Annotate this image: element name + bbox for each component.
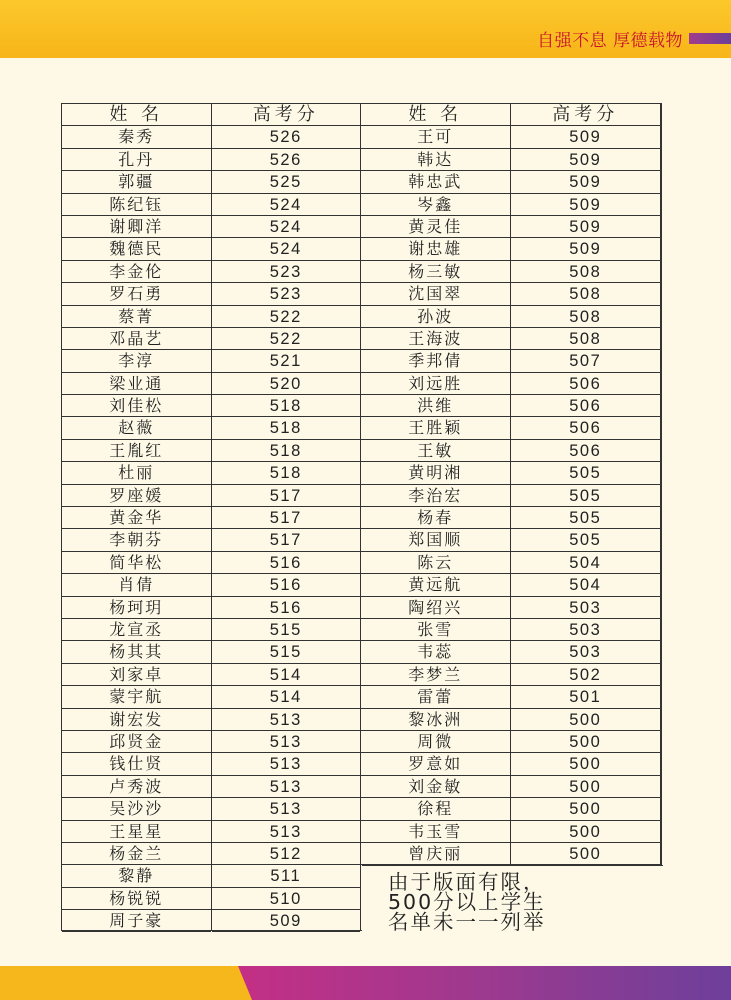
- name-cell: 简华松: [62, 552, 211, 574]
- cells-container: [511, 126, 661, 865]
- school-motto: 自强不息 厚德载物: [537, 31, 683, 51]
- column-name-right: [361, 104, 511, 930]
- score-cell: 513: [212, 798, 361, 820]
- score-cell: 523: [212, 261, 361, 283]
- score-cell: 515: [212, 641, 361, 663]
- name-cell: 蔡菁: [62, 306, 211, 328]
- score-cell: 514: [212, 686, 361, 708]
- name-cell: 李朝芬: [62, 529, 211, 551]
- score-cell: 524: [212, 216, 361, 238]
- score-cell: 522: [212, 306, 361, 328]
- name-cell: 吴沙沙: [62, 798, 211, 820]
- bottom-banner-accent: [238, 966, 731, 1000]
- name-cell: 韦蕊: [361, 641, 510, 663]
- note-line: 由于版面有限，: [388, 870, 546, 894]
- name-cell: 蒙宇航: [62, 686, 211, 708]
- score-cell: 524: [212, 238, 361, 260]
- score-cell: 516: [212, 574, 361, 596]
- score-cell: 524: [212, 194, 361, 216]
- score-cell: 509: [511, 149, 661, 171]
- name-cell: 杨其其: [62, 641, 211, 663]
- name-cell: 李梦兰: [361, 664, 510, 686]
- score-cell: 508: [511, 283, 661, 305]
- score-cell: 525: [212, 171, 361, 193]
- name-cell: 黄明湘: [361, 462, 510, 484]
- name-cell: 龙宣丞: [62, 619, 211, 641]
- name-cell: 黄远航: [361, 574, 510, 596]
- column-header: 高考分: [511, 104, 661, 126]
- score-cell: 509: [212, 910, 361, 932]
- score-cell: 500: [511, 821, 661, 843]
- column-header: 高考分: [212, 104, 361, 126]
- name-cell: 谢宏发: [62, 709, 211, 731]
- note-line: 名单未一一列举: [388, 910, 546, 934]
- cells-container: [62, 126, 211, 932]
- name-cell: 季邦倩: [361, 350, 510, 372]
- name-cell: 沈国翠: [361, 283, 510, 305]
- name-cell: 王星星: [62, 821, 211, 843]
- name-cell: 陈云: [361, 552, 510, 574]
- score-cell: 517: [212, 507, 361, 529]
- name-cell: 肖倩: [62, 574, 211, 596]
- name-cell: 陶绍兴: [361, 597, 510, 619]
- name-cell: 雷蕾: [361, 686, 510, 708]
- name-cell: 李治宏: [361, 485, 510, 507]
- omission-note: [362, 865, 663, 932]
- score-cell: 513: [212, 821, 361, 843]
- column-name-left: [62, 104, 212, 930]
- name-cell: 魏德民: [62, 238, 211, 260]
- score-cell: 509: [511, 216, 661, 238]
- score-cell: 521: [212, 350, 361, 372]
- name-cell: 邱贤金: [62, 731, 211, 753]
- score-cell: 509: [511, 194, 661, 216]
- name-cell: 罗意如: [361, 753, 510, 775]
- score-cell: 517: [212, 529, 361, 551]
- score-cell: 503: [511, 641, 661, 663]
- score-cell: 510: [212, 888, 361, 910]
- score-cell: 513: [212, 731, 361, 753]
- score-cell: 504: [511, 552, 661, 574]
- name-cell: 周微: [361, 731, 510, 753]
- score-cell: 506: [511, 373, 661, 395]
- name-cell: 郭疆: [62, 171, 211, 193]
- score-cell: 516: [212, 597, 361, 619]
- score-cell: 503: [511, 619, 661, 641]
- score-cell: 508: [511, 261, 661, 283]
- score-cell: 506: [511, 395, 661, 417]
- score-cell: 512: [212, 843, 361, 865]
- name-cell: 卢秀波: [62, 776, 211, 798]
- score-cell: 506: [511, 440, 661, 462]
- column-score-left: [212, 104, 362, 930]
- score-cell: 509: [511, 238, 661, 260]
- name-cell: 黄金华: [62, 507, 211, 529]
- name-cell: 李金伦: [62, 261, 211, 283]
- score-cell: 526: [212, 149, 361, 171]
- name-cell: 杜丽: [62, 462, 211, 484]
- name-cell: 刘佳松: [62, 395, 211, 417]
- note-line: 500分以上学生: [388, 890, 546, 914]
- name-cell: 罗座媛: [62, 485, 211, 507]
- score-cell: 518: [212, 462, 361, 484]
- name-cell: 孔丹: [62, 149, 211, 171]
- name-cell: 赵薇: [62, 417, 211, 439]
- score-cell: 505: [511, 462, 661, 484]
- name-cell: 王可: [361, 126, 510, 148]
- name-cell: 王胜颖: [361, 417, 510, 439]
- score-cell: 504: [511, 574, 661, 596]
- name-cell: 杨三敏: [361, 261, 510, 283]
- name-cell: 岑鑫: [361, 194, 510, 216]
- column-score-right: [511, 104, 662, 930]
- name-cell: 王海波: [361, 328, 510, 350]
- name-cell: 韩达: [361, 149, 510, 171]
- score-cell: 513: [212, 776, 361, 798]
- name-cell: 黎静: [62, 865, 211, 887]
- name-cell: 刘金敏: [361, 776, 510, 798]
- column-header: 姓 名: [62, 104, 211, 126]
- name-cell: 周子豪: [62, 910, 211, 932]
- name-cell: 郑国顺: [361, 529, 510, 551]
- score-cell: 505: [511, 529, 661, 551]
- column-header: 姓 名: [361, 104, 510, 126]
- cells-container: [212, 126, 361, 932]
- score-cell: 506: [511, 417, 661, 439]
- name-cell: 谢忠雄: [361, 238, 510, 260]
- score-cell: 505: [511, 507, 661, 529]
- score-cell: 514: [212, 664, 361, 686]
- score-cell: 513: [212, 753, 361, 775]
- name-cell: 杨锐锐: [62, 888, 211, 910]
- name-cell: 孙波: [361, 306, 510, 328]
- score-cell: 520: [212, 373, 361, 395]
- score-cell: 518: [212, 417, 361, 439]
- name-cell: 钱仕贤: [62, 753, 211, 775]
- name-cell: 邓晶艺: [62, 328, 211, 350]
- name-cell: 韩忠武: [361, 171, 510, 193]
- score-cell: 505: [511, 485, 661, 507]
- score-cell: 515: [212, 619, 361, 641]
- name-cell: 刘家卓: [62, 664, 211, 686]
- name-cell: 秦秀: [62, 126, 211, 148]
- name-cell: 洪维: [361, 395, 510, 417]
- score-table: [61, 103, 662, 934]
- score-cell: 500: [511, 709, 661, 731]
- score-cell: 523: [212, 283, 361, 305]
- score-cell: 518: [212, 440, 361, 462]
- score-cell: 500: [511, 753, 661, 775]
- score-cell: 522: [212, 328, 361, 350]
- name-cell: 杨珂玥: [62, 597, 211, 619]
- name-cell: 黄灵佳: [361, 216, 510, 238]
- score-cell: 507: [511, 350, 661, 372]
- cells-container: [361, 126, 510, 865]
- score-cell: 511: [212, 865, 361, 887]
- name-cell: 王胤红: [62, 440, 211, 462]
- score-cell: 509: [511, 171, 661, 193]
- score-cell: 508: [511, 306, 661, 328]
- name-cell: 张雪: [361, 619, 510, 641]
- score-cell: 513: [212, 709, 361, 731]
- score-cell: 503: [511, 597, 661, 619]
- score-cell: 500: [511, 798, 661, 820]
- name-cell: 徐程: [361, 798, 510, 820]
- name-cell: 曾庆丽: [361, 843, 510, 865]
- score-cell: 526: [212, 126, 361, 148]
- name-cell: 杨春: [361, 507, 510, 529]
- name-cell: 梁业通: [62, 373, 211, 395]
- name-cell: 黎冰洲: [361, 709, 510, 731]
- score-cell: 509: [511, 126, 661, 148]
- name-cell: 罗石勇: [62, 283, 211, 305]
- name-cell: 王敏: [361, 440, 510, 462]
- score-cell: 500: [511, 776, 661, 798]
- score-cell: 516: [212, 552, 361, 574]
- name-cell: 杨金兰: [62, 843, 211, 865]
- decorative-stripe: [689, 33, 731, 44]
- score-cell: 508: [511, 328, 661, 350]
- name-cell: 谢卿洋: [62, 216, 211, 238]
- name-cell: 韦玉雪: [361, 821, 510, 843]
- score-cell: 500: [511, 731, 661, 753]
- score-cell: 517: [212, 485, 361, 507]
- name-cell: 陈纪钰: [62, 194, 211, 216]
- score-cell: 501: [511, 686, 661, 708]
- score-cell: 502: [511, 664, 661, 686]
- score-cell: 518: [212, 395, 361, 417]
- name-cell: 李淳: [62, 350, 211, 372]
- score-cell: 500: [511, 843, 661, 865]
- name-cell: 刘远胜: [361, 373, 510, 395]
